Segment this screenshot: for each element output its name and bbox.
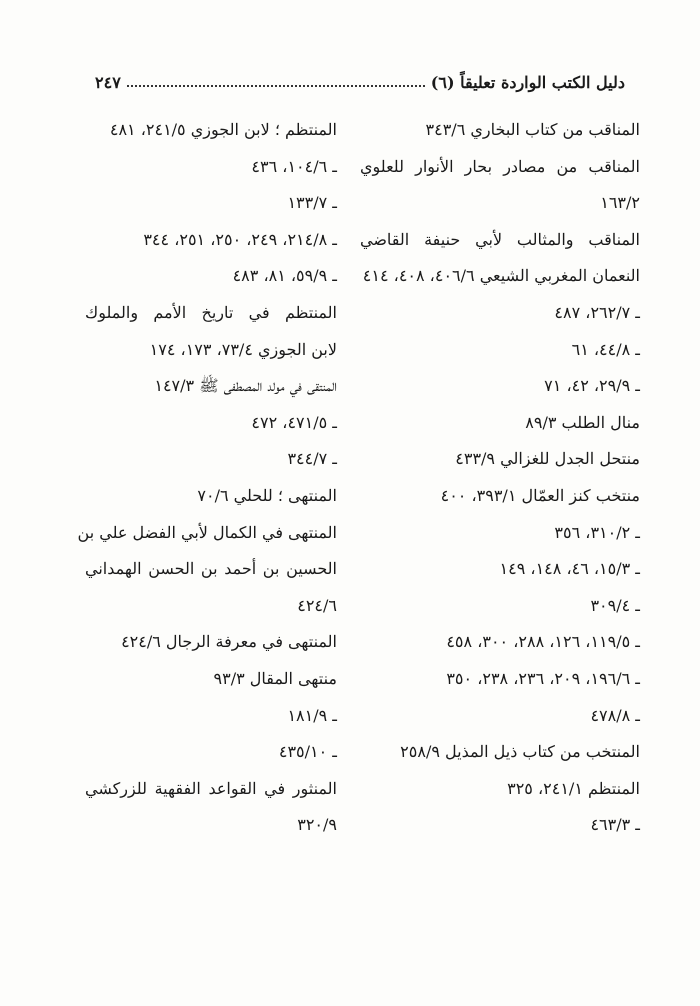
running-header — [95, 66, 625, 92]
index-entry-line: المناقب من كتاب البخاري ٣٤٣/٦ — [425, 120, 640, 139]
index-entry-line: ـ ١٥/٣، ٤٦، ١٤٨، ١٤٩ — [499, 559, 640, 579]
index-entry-line: منتهى المقال ٩٣/٣ — [213, 668, 337, 688]
index-entry-line: ٤٢٤/٦ — [297, 595, 337, 615]
index-column-left — [77, 112, 337, 844]
index-entry-line: لابن الجوزي ٧٣/٤، ١٧٣، ١٧٤ — [149, 339, 337, 359]
index-entry-line: ـ ٢١٤/٨، ٢٤٩، ٢٥٠، ٢٥١، ٣٤٤ — [143, 229, 337, 249]
index-entry-line: منتخب كنز العمّال ٣٩٣/١، ٤٠٠ — [440, 485, 640, 505]
index-entry-line: المنتهى ؛ للحلي ٧٠/٦ — [197, 485, 337, 505]
index-entry-line: ـ ٢٦٢/٧، ٤٨٧ — [554, 302, 640, 322]
page-number: ٢٤٧ — [95, 73, 121, 92]
index-entry-line: ـ ٢٩/٩، ٤٢، ٧١ — [544, 376, 640, 396]
index-entry-line: ـ ٤٤/٨، ٦١ — [571, 339, 640, 359]
index-entry-line: ـ ٤٧٨/٨ — [590, 705, 640, 725]
index-entry-line: ـ ٤٧١/٥، ٤٧٢ — [251, 412, 337, 432]
index-entry-line: ـ ٣١٠/٢، ٣٥٦ — [554, 522, 640, 542]
index-entry-line: المنتقى في مولد المصطفى ﷺ ١٤٧/٣ — [154, 376, 337, 396]
index-entry-line: المنثور في القواعد الفقهية للزركشي — [85, 778, 337, 798]
index-entry-line: ـ ١٠٤/٦، ٤٣٦ — [251, 156, 337, 176]
index-entry-line: ـ ٤٦٣/٣ — [590, 815, 640, 835]
index-entry-line: ١٦٣/٢ — [600, 193, 640, 213]
index-entry-line: ـ ١١٩/٥، ١٢٦، ٢٨٨، ٣٠٠، ٤٥٨ — [446, 632, 640, 652]
index-entry-line: ـ ٥٩/٩، ٨١، ٤٨٣ — [232, 266, 337, 286]
index-entry-line: المنتهى في معرفة الرجال ٤٢٤/٦ — [121, 632, 337, 652]
index-entry-line: المنتظم ٢٤١/١، ٣٢٥ — [507, 778, 640, 798]
index-entry-line: ـ ١٩٦/٦، ٢٠٩، ٢٣٦، ٢٣٨، ٣٥٠ — [446, 668, 640, 688]
index-entry-line: الحسين بن أحمد بن الحسن الهمداني — [85, 559, 337, 579]
index-entry-line: ـ ٣٠٩/٤ — [590, 595, 640, 615]
index-entry-line: المنتهى في الكمال لأبي الفضل علي بن — [77, 522, 337, 542]
index-entry-line: منال الطلب ٨٩/٣ — [525, 412, 640, 432]
index-entry-line: النعمان المغربي الشيعي ٤٠٦/٦، ٤٠٨، ٤١٤ — [362, 266, 640, 286]
index-entry-line: المنتخب من كتاب ذيل المذيل ٢٥٨/٩ — [400, 742, 640, 762]
header-leader-dots — [127, 84, 425, 87]
index-entry-line: المنتظم ؛ لابن الجوزي ٢٤١/٥، ٤٨١ — [109, 120, 337, 139]
index-entry-line: المناقب والمثالب لأبي حنيفة القاضي — [360, 229, 640, 249]
index-entry-line: ـ ١٣٣/٧ — [287, 193, 337, 213]
index-entry-line: المناقب من مصادر بحار الأنوار للعلوي — [360, 156, 640, 176]
index-entry-line: ـ ١٨١/٩ — [287, 705, 337, 725]
index-column-right — [360, 112, 640, 844]
index-entry-line: ـ ٤٣٥/١٠ — [278, 742, 337, 762]
index-entry-line: منتحل الجدل للغزالي ٤٣٣/٩ — [455, 449, 640, 469]
index-entry-line: المنتظم في تاريخ الأمم والملوك — [85, 302, 337, 322]
header-title: دليل الكتب الواردة تعليقاً (٦) — [430, 73, 625, 92]
index-entry-line: ـ ٣٤٤/٧ — [287, 449, 337, 469]
index-entry-line: ٣٢٠/٩ — [297, 815, 337, 835]
